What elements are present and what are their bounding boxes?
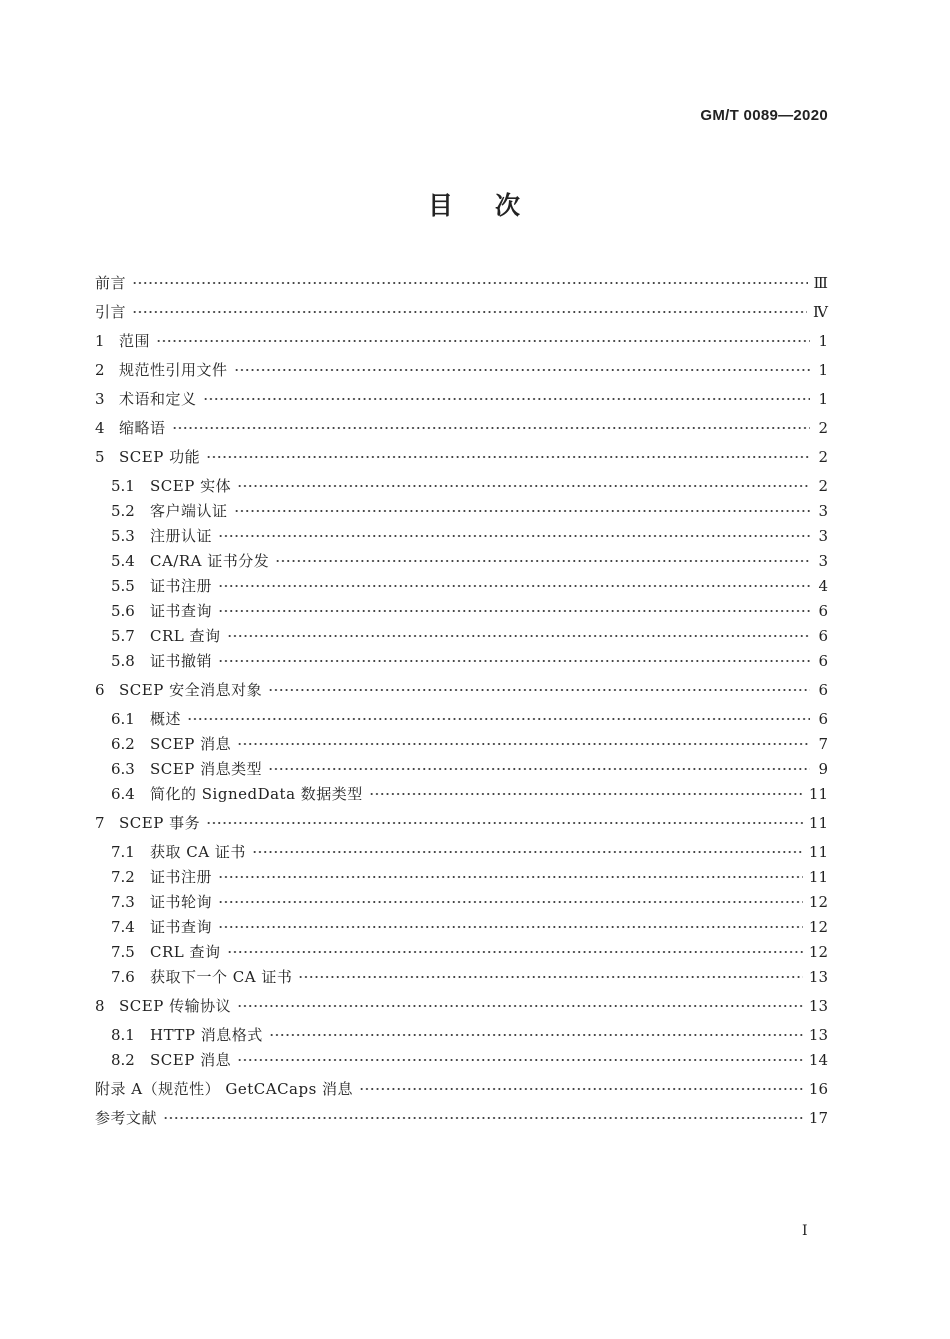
toc-entry-number: 3 xyxy=(95,390,105,408)
dot-leader xyxy=(234,355,810,375)
toc-entry[interactable] xyxy=(0,297,950,321)
toc-entry[interactable] xyxy=(0,754,950,778)
toc-entry-page: 2 xyxy=(818,477,828,495)
dot-leader xyxy=(132,297,807,317)
toc-entry-number: 5.5 xyxy=(111,577,135,595)
toc-entry-page: 7 xyxy=(818,735,828,753)
toc-entry-label: 证书查询 xyxy=(150,918,213,936)
toc-entry[interactable] xyxy=(0,808,950,832)
toc-entry[interactable] xyxy=(0,1045,950,1069)
title-char-2: 次 xyxy=(495,191,523,220)
toc-entry-label: SCEP 消息 xyxy=(150,735,232,753)
toc-entry[interactable] xyxy=(0,496,950,520)
dot-leader xyxy=(227,621,810,641)
dot-leader xyxy=(275,546,810,566)
toc-entry[interactable] xyxy=(0,384,950,408)
toc-entry-page: 2 xyxy=(818,419,828,437)
toc-entry[interactable] xyxy=(0,596,950,620)
toc-entry-number: 1 xyxy=(95,332,105,350)
toc-entry[interactable] xyxy=(0,621,950,645)
toc-entry-label: SCEP 安全消息对象 xyxy=(119,681,263,699)
toc-entry-label: CA/RA 证书分发 xyxy=(150,552,270,570)
toc-entry-page: 16 xyxy=(808,1080,828,1098)
toc-entry-page: 17 xyxy=(808,1109,828,1127)
toc-entry-label: 规范性引用文件 xyxy=(119,361,228,379)
toc-entry-page: 6 xyxy=(818,652,828,670)
toc-entry-label: 获取 CA 证书 xyxy=(150,843,246,861)
toc-entry-page: 12 xyxy=(808,893,828,911)
document-code: GM/T 0089—2020 xyxy=(700,107,828,124)
toc-entry-number: 8.2 xyxy=(111,1051,135,1069)
toc-entry-page: 12 xyxy=(808,918,828,936)
toc-entry-label: 范围 xyxy=(119,332,151,350)
dot-leader xyxy=(206,808,803,828)
dot-leader xyxy=(218,596,810,616)
dot-leader xyxy=(132,268,808,288)
toc-entry-page: Ⅲ xyxy=(813,274,828,292)
toc-entry-number: 5.1 xyxy=(111,477,135,495)
dot-leader xyxy=(163,1103,803,1123)
toc-entry-number: 8 xyxy=(95,997,105,1015)
dot-leader xyxy=(187,704,810,724)
dot-leader xyxy=(172,413,810,433)
toc-entry-page: 6 xyxy=(818,681,828,699)
toc-entry[interactable] xyxy=(0,912,950,936)
toc-entry[interactable] xyxy=(0,521,950,545)
toc-entry-label: 证书注册 xyxy=(150,577,213,595)
toc-entry[interactable] xyxy=(0,413,950,437)
dot-leader xyxy=(218,887,803,907)
toc-entry-page: 2 xyxy=(818,448,828,466)
dot-leader xyxy=(203,384,810,404)
toc-entry[interactable] xyxy=(0,571,950,595)
dot-leader xyxy=(218,912,803,932)
toc-entry-page: 1 xyxy=(818,390,828,408)
toc-entry-label: 证书查询 xyxy=(150,602,213,620)
toc-entry-page: 6 xyxy=(818,602,828,620)
toc-entry-number: 7 xyxy=(95,814,105,832)
toc-entry-label: 引言 xyxy=(95,303,127,321)
dot-leader xyxy=(156,326,810,346)
toc-entry-label: 证书轮询 xyxy=(150,893,213,911)
toc-entry-number: 7.1 xyxy=(111,843,135,861)
dot-leader xyxy=(252,837,803,857)
toc-entry-label: SCEP 实体 xyxy=(150,477,232,495)
toc-entry-number: 2 xyxy=(95,361,105,379)
toc-entry[interactable] xyxy=(0,355,950,379)
toc-entry-label: 客户端认证 xyxy=(150,502,228,520)
toc-entry[interactable] xyxy=(0,675,950,699)
toc-entry[interactable] xyxy=(0,1020,950,1044)
toc-entry-page: 11 xyxy=(808,785,828,803)
toc-entry-page: 3 xyxy=(818,527,828,545)
toc-entry[interactable] xyxy=(0,729,950,753)
toc-entry-number: 5.4 xyxy=(111,552,135,570)
dot-leader xyxy=(269,1020,803,1040)
dot-leader xyxy=(237,729,810,749)
toc-entry-label: 术语和定义 xyxy=(119,390,197,408)
toc-entry[interactable] xyxy=(0,442,950,466)
toc-entry-label: 缩略语 xyxy=(119,419,166,437)
dot-leader xyxy=(268,675,810,695)
toc-entry-page: Ⅳ xyxy=(813,303,828,321)
toc-entry-page: 13 xyxy=(808,997,828,1015)
toc-entry-label: 证书注册 xyxy=(150,868,213,886)
toc-entry-label: CRL 查询 xyxy=(150,943,221,961)
page-number: I xyxy=(802,1223,808,1239)
toc-entry-page: 1 xyxy=(818,332,828,350)
toc-entry-number: 5.6 xyxy=(111,602,135,620)
toc-entry[interactable] xyxy=(0,1074,950,1098)
toc-entry[interactable] xyxy=(0,1103,950,1127)
toc-entry-number: 5.3 xyxy=(111,527,135,545)
toc-entry-label: 参考文献 xyxy=(95,1109,158,1127)
toc-entry[interactable] xyxy=(0,862,950,886)
toc-entry-number: 7.4 xyxy=(111,918,135,936)
toc-entry-page: 11 xyxy=(808,843,828,861)
toc-entry-label: SCEP 功能 xyxy=(119,448,201,466)
toc-entry[interactable] xyxy=(0,837,950,861)
toc-entry-page: 11 xyxy=(808,868,828,886)
toc-entry[interactable] xyxy=(0,546,950,570)
dot-leader xyxy=(369,779,803,799)
toc-entry-number: 7.3 xyxy=(111,893,135,911)
dot-leader xyxy=(359,1074,803,1094)
dot-leader xyxy=(227,937,803,957)
dot-leader xyxy=(218,646,810,666)
toc-entry-page: 3 xyxy=(818,552,828,570)
toc-entry-number: 4 xyxy=(95,419,105,437)
toc-entry-number: 8.1 xyxy=(111,1026,135,1044)
toc-entry-label: 证书撤销 xyxy=(150,652,213,670)
toc-entry-number: 6.4 xyxy=(111,785,135,803)
toc-entry-label: 获取下一个 CA 证书 xyxy=(150,968,293,986)
toc-entry-label: SCEP 消息类型 xyxy=(150,760,263,778)
toc-entry-number: 6.3 xyxy=(111,760,135,778)
toc-entry-number: 5.8 xyxy=(111,652,135,670)
dot-leader xyxy=(218,571,810,591)
toc-entry[interactable] xyxy=(0,887,950,911)
toc-entry[interactable] xyxy=(0,962,950,986)
toc-entry-page: 6 xyxy=(818,710,828,728)
toc-entry-page: 14 xyxy=(808,1051,828,1069)
toc-entry[interactable] xyxy=(0,704,950,728)
toc-entry-page: 13 xyxy=(808,1026,828,1044)
toc-entry[interactable] xyxy=(0,471,950,495)
toc-entry[interactable] xyxy=(0,268,950,292)
toc-entry-number: 5 xyxy=(95,448,105,466)
toc-entry[interactable] xyxy=(0,326,950,350)
toc-entry-label: 简化的 SignedData 数据类型 xyxy=(150,785,363,803)
toc-entry-number: 5.2 xyxy=(111,502,135,520)
toc-entry[interactable] xyxy=(0,646,950,670)
toc-entry-page: 11 xyxy=(808,814,828,832)
toc-entry-page: 4 xyxy=(818,577,828,595)
toc-entry-label: CRL 查询 xyxy=(150,627,221,645)
dot-leader xyxy=(298,962,803,982)
dot-leader xyxy=(206,442,810,462)
toc-entry-number: 6.1 xyxy=(111,710,135,728)
dot-leader xyxy=(237,471,810,491)
toc-entry[interactable] xyxy=(0,779,950,803)
toc-entry-label: SCEP 事务 xyxy=(119,814,201,832)
toc-entry-label: 注册认证 xyxy=(150,527,213,545)
toc-entry-label: 概述 xyxy=(150,710,182,728)
toc-entry[interactable] xyxy=(0,937,950,961)
toc-entry[interactable] xyxy=(0,991,950,1015)
dot-leader xyxy=(218,521,810,541)
title-char-1: 目 xyxy=(427,191,455,220)
dot-leader xyxy=(237,1045,803,1065)
toc-entry-number: 7.6 xyxy=(111,968,135,986)
toc-entry-label: 前言 xyxy=(95,274,127,292)
toc-entry-number: 6.2 xyxy=(111,735,135,753)
dot-leader xyxy=(237,991,803,1011)
toc-entry-page: 13 xyxy=(808,968,828,986)
dot-leader xyxy=(218,862,803,882)
toc-entry-label: SCEP 传输协议 xyxy=(119,997,232,1015)
toc-entry-page: 3 xyxy=(818,502,828,520)
toc-entry-page: 6 xyxy=(818,627,828,645)
toc-entry-number: 7.2 xyxy=(111,868,135,886)
toc-entry-label: SCEP 消息 xyxy=(150,1051,232,1069)
toc-entry-page: 1 xyxy=(818,361,828,379)
toc-entry-number: 5.7 xyxy=(111,627,135,645)
dot-leader xyxy=(234,496,810,516)
dot-leader xyxy=(268,754,810,774)
toc-entry-number: 6 xyxy=(95,681,105,699)
toc-entry-page: 12 xyxy=(808,943,828,961)
toc-entry-number: 7.5 xyxy=(111,943,135,961)
toc-entry-page: 9 xyxy=(818,760,828,778)
toc-entry-label: 附录 A（规范性） GetCACaps 消息 xyxy=(95,1080,354,1098)
toc-entry-label: HTTP 消息格式 xyxy=(150,1026,263,1044)
